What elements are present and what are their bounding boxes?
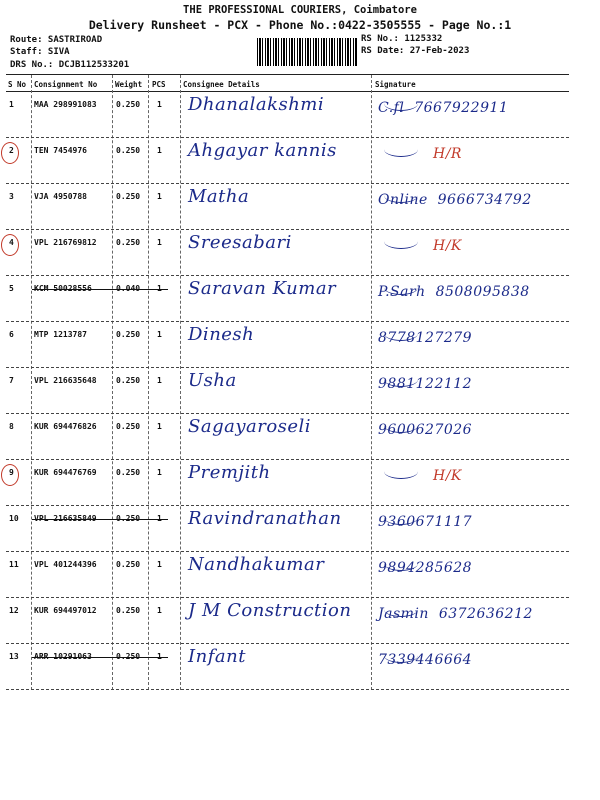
row-pcs: 1: [157, 514, 162, 523]
row-sno: 7: [9, 376, 14, 385]
row-consignee-handwritten: Dhanalakshmi: [188, 94, 325, 115]
route-label: Route: SASTRIROAD: [10, 35, 103, 45]
row-consignee-handwritten: J M Construction: [188, 600, 352, 621]
staff-label: Staff: SIVA: [10, 47, 70, 57]
signature-scribble: [384, 142, 418, 157]
row-separator: [6, 229, 569, 230]
row-pcs: 1: [157, 100, 162, 109]
header-signature: Signature: [375, 80, 416, 89]
row-signature-handwritten: P.Sarh 8508095838: [378, 284, 530, 300]
row-pcs: 1: [157, 652, 162, 661]
row-pcs: 1: [157, 146, 162, 155]
signature-scribble: [384, 234, 418, 249]
row-consignment-no: VPL 216635849: [34, 514, 97, 523]
rs-date: RS Date: 27-Feb-2023: [361, 46, 470, 56]
row-consignment-no: VPL 216635648: [34, 376, 97, 385]
row-pcs: 1: [157, 560, 162, 569]
row-signature-handwritten: C.fl 7667922911: [378, 100, 509, 116]
row-consignee-handwritten: Ravindranathan: [188, 508, 342, 529]
signature-scribble: [384, 464, 418, 479]
row-strike-line: [32, 519, 168, 520]
row-weight: 0.250: [116, 238, 141, 247]
row-consignment-no: MAA 298991083: [34, 100, 97, 109]
row-consignee-handwritten: Sreesabari: [188, 232, 292, 253]
row-sno: 6: [9, 330, 14, 339]
row-sno: 11: [9, 560, 19, 569]
row-consignment-no: KUR 694476769: [34, 468, 97, 477]
drs-label: DRS No.: DCJB112533201: [10, 60, 130, 70]
row-circle-mark: [1, 464, 19, 486]
row-pcs: 1: [157, 468, 162, 477]
row-sno: 9: [9, 468, 14, 477]
row-separator: [6, 505, 569, 506]
row-pcs: 1: [157, 422, 162, 431]
row-sno: 8: [9, 422, 14, 431]
row-consignee-handwritten: Nandhakumar: [188, 554, 325, 575]
row-weight: 0.040: [116, 284, 141, 293]
row-separator: [6, 689, 569, 690]
row-weight: 0.250: [116, 100, 141, 109]
signature-scribble: [384, 326, 418, 341]
row-consignee-handwritten: Premjith: [188, 462, 271, 483]
row-signature-handwritten: 7339446664: [378, 652, 473, 668]
row-consignment-no: VPL 401244396: [34, 560, 97, 569]
row-weight: 0.250: [116, 652, 141, 661]
row-signature-handwritten: H/K: [433, 468, 462, 484]
row-separator: [6, 275, 569, 276]
row-signature-handwritten: H/R: [433, 146, 462, 162]
row-sno: 5: [9, 284, 14, 293]
row-circle-mark: [1, 234, 19, 256]
row-separator: [6, 321, 569, 322]
row-consignment-no: ARR 10291063: [34, 652, 92, 661]
row-signature-handwritten: 9600627026: [378, 422, 473, 438]
row-signature-handwritten: 9360671117: [378, 514, 473, 530]
row-consignment-no: VPL 216769812: [34, 238, 97, 247]
table-top-rule: [6, 74, 569, 75]
row-consignee-handwritten: Usha: [188, 370, 237, 391]
barcode: [257, 38, 357, 66]
row-consignee-handwritten: Saravan Kumar: [188, 278, 337, 299]
row-separator: [6, 413, 569, 414]
row-consignee-handwritten: Matha: [188, 186, 250, 207]
signature-scribble: [384, 648, 418, 663]
row-sno: 4: [9, 238, 14, 247]
row-weight: 0.250: [116, 376, 141, 385]
rs-number: RS No.: 1125332: [361, 34, 443, 44]
row-sno: 10: [9, 514, 19, 523]
row-pcs: 1: [157, 238, 162, 247]
table-header-rule: [6, 91, 569, 92]
row-weight: 0.250: [116, 192, 141, 201]
row-separator: [6, 367, 569, 368]
header-consignee: Consignee Details: [183, 80, 260, 89]
row-circle-mark: [1, 142, 19, 164]
row-consignment-no: TEN 7454976: [34, 146, 87, 155]
signature-scribble: [384, 96, 418, 111]
row-separator: [6, 643, 569, 644]
row-signature-handwritten: Jasmin 6372636212: [378, 606, 533, 622]
row-signature-handwritten: 8778127279: [378, 330, 473, 346]
row-consignment-no: KUR 694476826: [34, 422, 97, 431]
row-separator: [6, 551, 569, 552]
row-consignment-no: KCM 50028556: [34, 284, 92, 293]
row-pcs: 1: [157, 376, 162, 385]
row-separator: [6, 137, 569, 138]
row-sno: 3: [9, 192, 14, 201]
header-pcs: PCS: [152, 80, 166, 89]
signature-scribble: [384, 372, 418, 387]
row-strike-line: [32, 289, 168, 290]
header-consignment: Consignment No: [34, 80, 98, 89]
row-pcs: 1: [157, 606, 162, 615]
row-sno: 1: [9, 100, 14, 109]
row-pcs: 1: [157, 284, 162, 293]
header-sno: S No: [8, 80, 27, 89]
row-consignee-handwritten: Dinesh: [188, 324, 255, 345]
row-weight: 0.250: [116, 514, 141, 523]
row-pcs: 1: [157, 192, 162, 201]
row-weight: 0.250: [116, 560, 141, 569]
signature-scribble: [384, 602, 418, 617]
row-consignment-no: KUR 694497012: [34, 606, 97, 615]
signature-scribble: [384, 280, 418, 295]
row-consignee-handwritten: Sagayaroseli: [188, 416, 312, 437]
row-strike-line: [32, 657, 168, 658]
row-consignment-no: MTP 1213787: [34, 330, 87, 339]
row-sno: 13: [9, 652, 19, 661]
row-weight: 0.250: [116, 146, 141, 155]
company-title: THE PROFESSIONAL COURIERS, Coimbatore: [183, 4, 417, 16]
row-separator: [6, 459, 569, 460]
signature-scribble: [384, 556, 418, 571]
row-consignment-no: VJA 4950788: [34, 192, 87, 201]
row-signature-handwritten: 9881122112: [378, 376, 473, 392]
row-separator: [6, 597, 569, 598]
row-weight: 0.250: [116, 422, 141, 431]
row-pcs: 1: [157, 330, 162, 339]
row-weight: 0.250: [116, 606, 141, 615]
row-sno: 12: [9, 606, 19, 615]
row-signature-handwritten: Online 9666734792: [378, 192, 532, 208]
row-weight: 0.250: [116, 468, 141, 477]
row-weight: 0.250: [116, 330, 141, 339]
row-sno: 2: [9, 146, 14, 155]
row-separator: [6, 183, 569, 184]
signature-scribble: [384, 510, 418, 525]
row-signature-handwritten: 9894285628: [378, 560, 473, 576]
row-signature-handwritten: H/K: [433, 238, 462, 254]
signature-scribble: [384, 418, 418, 433]
row-consignee-handwritten: Ahgayar kannis: [188, 140, 337, 161]
signature-scribble: [384, 188, 418, 203]
row-consignee-handwritten: Infant: [188, 646, 246, 667]
header-weight: Weight: [115, 80, 143, 89]
runsheet-title: Delivery Runsheet - PCX - Phone No.:0422-3505555 - Page No.:1: [88, 18, 512, 32]
